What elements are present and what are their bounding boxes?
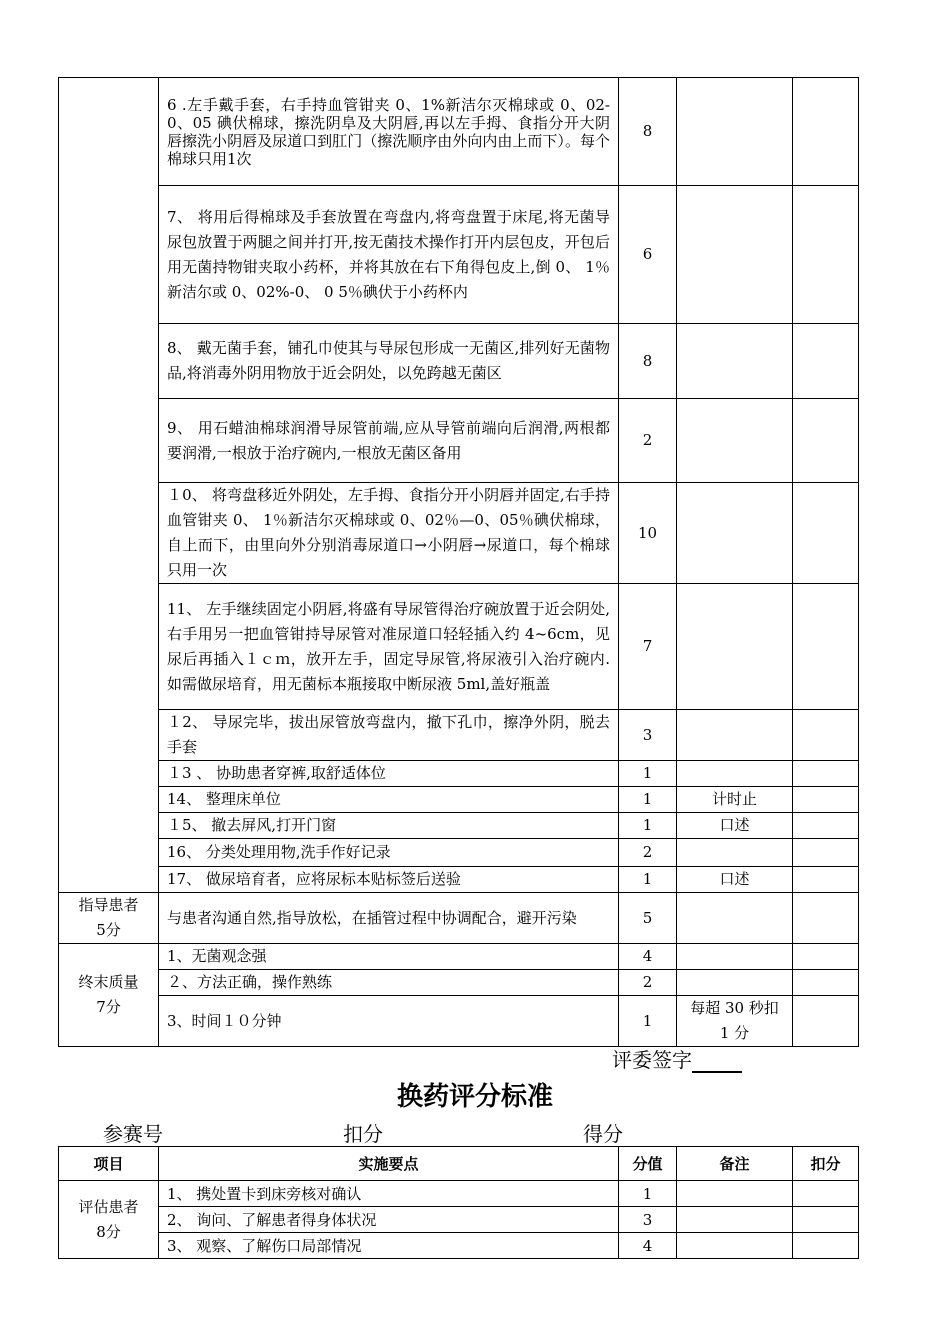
step-text: 1、无菌观念强 <box>159 944 619 970</box>
deduction-cell <box>793 584 859 710</box>
score-blank[interactable] <box>623 1124 667 1147</box>
note-cell <box>677 1207 793 1233</box>
score-cell: 1 <box>619 996 677 1047</box>
score-cell: 3 <box>619 710 677 761</box>
step-text: 2、 询问、了解患者得身体状况 <box>159 1207 619 1233</box>
note-cell: 每超 30 秒扣 1 分 <box>677 996 793 1047</box>
note-cell <box>677 944 793 970</box>
note-cell <box>677 1233 793 1259</box>
deduction-cell <box>793 399 859 483</box>
step-text: 7、 将用后得棉球及手套放置在弯盘内,将弯盘置于床尾,将无菌导尿包放置于两腿之间并打开,按无菌技术操作打开内层包皮，开包后用无菌持物钳夹取小药杯，并将其放在右下角得包皮上,倒 0、 1％新洁尔或 0、02%-0、 0 5％碘伏于小药杯内 <box>159 186 619 324</box>
entry-number-blank[interactable] <box>163 1124 343 1147</box>
entry-number-label: 参赛号 <box>103 1122 163 1146</box>
note-cell: 计时止 <box>677 787 793 813</box>
step-text: 3、时间１０分钟 <box>159 996 619 1047</box>
table-row <box>59 867 859 893</box>
deduction-cell <box>793 813 859 839</box>
score-cell: 8 <box>619 324 677 399</box>
score-cell: 3 <box>619 1207 677 1233</box>
score-cell: 4 <box>619 1233 677 1259</box>
deduction-cell <box>793 867 859 893</box>
table-row <box>59 761 859 787</box>
deduction-cell <box>793 186 859 324</box>
score-cell: 8 <box>619 78 677 186</box>
table-row <box>59 996 859 1047</box>
judge-signature <box>612 1044 742 1073</box>
header-score: 分值 <box>619 1147 677 1181</box>
step-text: 14、 整理床单位 <box>159 787 619 813</box>
score-cell: 1 <box>619 813 677 839</box>
deduction-cell <box>793 787 859 813</box>
deduction-cell <box>793 761 859 787</box>
entry-info-line <box>103 1118 667 1147</box>
step-text: 8、 戴无菌手套，铺孔巾使其与导尿包形成一无菌区,排列好无菌物品,将消毒外阴用物放于近会阴处，以免跨越无菌区 <box>159 324 619 399</box>
score-cell: 5 <box>619 893 677 944</box>
header-note: 备注 <box>677 1147 793 1181</box>
deduction-cell <box>793 324 859 399</box>
header-key-points: 实施要点 <box>159 1147 619 1181</box>
deduction-blank-2[interactable] <box>483 1124 583 1147</box>
table-row <box>59 813 859 839</box>
deduction-cell <box>793 1181 859 1207</box>
step-text: １0、 将弯盘移近外阴处，左手拇、食指分开小阴唇并固定,右手持血管钳夹 0、 1％新洁尔灭棉球或 0、02％—0、05％碘伏棉球，自上而下，由里向外分别消毒尿道口→小阴唇→尿道口，每个棉球只用一次 <box>159 483 619 584</box>
score-cell: 2 <box>619 839 677 867</box>
deduction-cell <box>793 839 859 867</box>
item-label-assess: 评估患者 8分 <box>59 1181 159 1259</box>
header-deduction: 扣分 <box>793 1147 859 1181</box>
table-row <box>59 1233 859 1259</box>
page-title: 换药评分标准 <box>396 1082 553 1112</box>
item-label-guide: 指导患者 5分 <box>59 893 159 944</box>
score-label: 得分 <box>583 1122 623 1146</box>
note-cell: 口述 <box>677 867 793 893</box>
table-row <box>59 399 859 483</box>
signature-blank[interactable] <box>692 1051 742 1073</box>
step-text: １3 、 协助患者穿裤,取舒适体位 <box>159 761 619 787</box>
note-cell: 口述 <box>677 813 793 839</box>
step-text: 9、 用石蜡油棉球润滑导尿管前端,应从导管前端向后润滑,两根都要润滑,一根放于治疗碗内,一根放无菌区备用 <box>159 399 619 483</box>
score-cell: 10 <box>619 483 677 584</box>
score-cell: 1 <box>619 761 677 787</box>
item-label-final-quality: 终末质量 7分 <box>59 944 159 1047</box>
note-cell <box>677 483 793 584</box>
score-cell: 4 <box>619 944 677 970</box>
table-row <box>59 1181 859 1207</box>
header-row <box>59 1147 859 1181</box>
step-text: 17、 做尿培育者，应将尿标本贴标签后送验 <box>159 867 619 893</box>
deduction-cell <box>793 1207 859 1233</box>
table-row <box>59 186 859 324</box>
score-cell: 1 <box>619 867 677 893</box>
deduction-cell <box>793 1233 859 1259</box>
note-cell <box>677 710 793 761</box>
signature-label: 评委签字 <box>612 1048 692 1072</box>
table-row <box>59 893 859 944</box>
dressing-change-scoring-table <box>58 1146 859 1259</box>
step-text: ２、方法正确，操作熟练 <box>159 970 619 996</box>
step-text: 11、 左手继续固定小阴唇,将盛有导尿管得治疗碗放置于近会阴处,右手用另一把血管钳持导尿管对准尿道口轻轻插入约 4~6cm，见尿后再插入１ｃｍ，放开左手，固定导尿管,将尿液引入治疗碗内.如需做尿培育，用无菌标本瓶接取中断尿液 5ml,盖好瓶盖 <box>159 584 619 710</box>
deduction-cell <box>793 970 859 996</box>
deduction-blank[interactable] <box>383 1124 483 1147</box>
note-cell <box>677 584 793 710</box>
table-row <box>59 584 859 710</box>
header-item: 项目 <box>59 1147 159 1181</box>
score-cell: 2 <box>619 970 677 996</box>
table-row <box>59 1207 859 1233</box>
table-row <box>59 483 859 584</box>
deduction-label: 扣分 <box>343 1122 383 1146</box>
step-text: １5、 撤去屏风,打开门窗 <box>159 813 619 839</box>
deduction-cell <box>793 893 859 944</box>
scoring-table-continued <box>58 77 859 1047</box>
score-cell: 6 <box>619 186 677 324</box>
score-cell: 7 <box>619 584 677 710</box>
note-cell <box>677 1181 793 1207</box>
deduction-cell <box>793 483 859 584</box>
note-cell <box>677 839 793 867</box>
score-cell: 1 <box>619 1181 677 1207</box>
deduction-cell <box>793 944 859 970</box>
deduction-cell <box>793 996 859 1047</box>
table-row <box>59 970 859 996</box>
note-cell <box>677 893 793 944</box>
deduction-cell <box>793 710 859 761</box>
score-cell: 2 <box>619 399 677 483</box>
note-cell <box>677 78 793 186</box>
table-row <box>59 787 859 813</box>
note-cell <box>677 324 793 399</box>
table-row <box>59 324 859 399</box>
step-text: 1、 携处置卡到床旁核对确认 <box>159 1181 619 1207</box>
table-row <box>59 944 859 970</box>
step-text: 6 .左手戴手套，右手持血管钳夹 0、1%新洁尔灭棉球或 0、02-0、05 碘伏棉球，擦洗阴阜及大阴唇,再以左手拇、食指分开大阴唇擦洗小阴唇及尿道口到肛门（擦洗顺序由外向内由上而下）。每个棉球只用1次 <box>159 78 619 186</box>
step-text: １2、 导尿完毕，拔出尿管放弯盘内，撤下孔巾，擦净外阴，脱去手套 <box>159 710 619 761</box>
deduction-cell <box>793 78 859 186</box>
step-text: 3、 观察、了解伤口局部情况 <box>159 1233 619 1259</box>
note-cell <box>677 970 793 996</box>
step-text: 与患者沟通自然,指导放松，在插管过程中协调配合，避开污染 <box>159 893 619 944</box>
note-cell <box>677 399 793 483</box>
note-cell <box>677 761 793 787</box>
score-cell: 1 <box>619 787 677 813</box>
table-row <box>59 78 859 186</box>
step-text: 16、 分类处理用物,洗手作好记录 <box>159 839 619 867</box>
table-row <box>59 710 859 761</box>
item-cell-empty <box>59 78 159 893</box>
note-cell <box>677 186 793 324</box>
table-row <box>59 839 859 867</box>
